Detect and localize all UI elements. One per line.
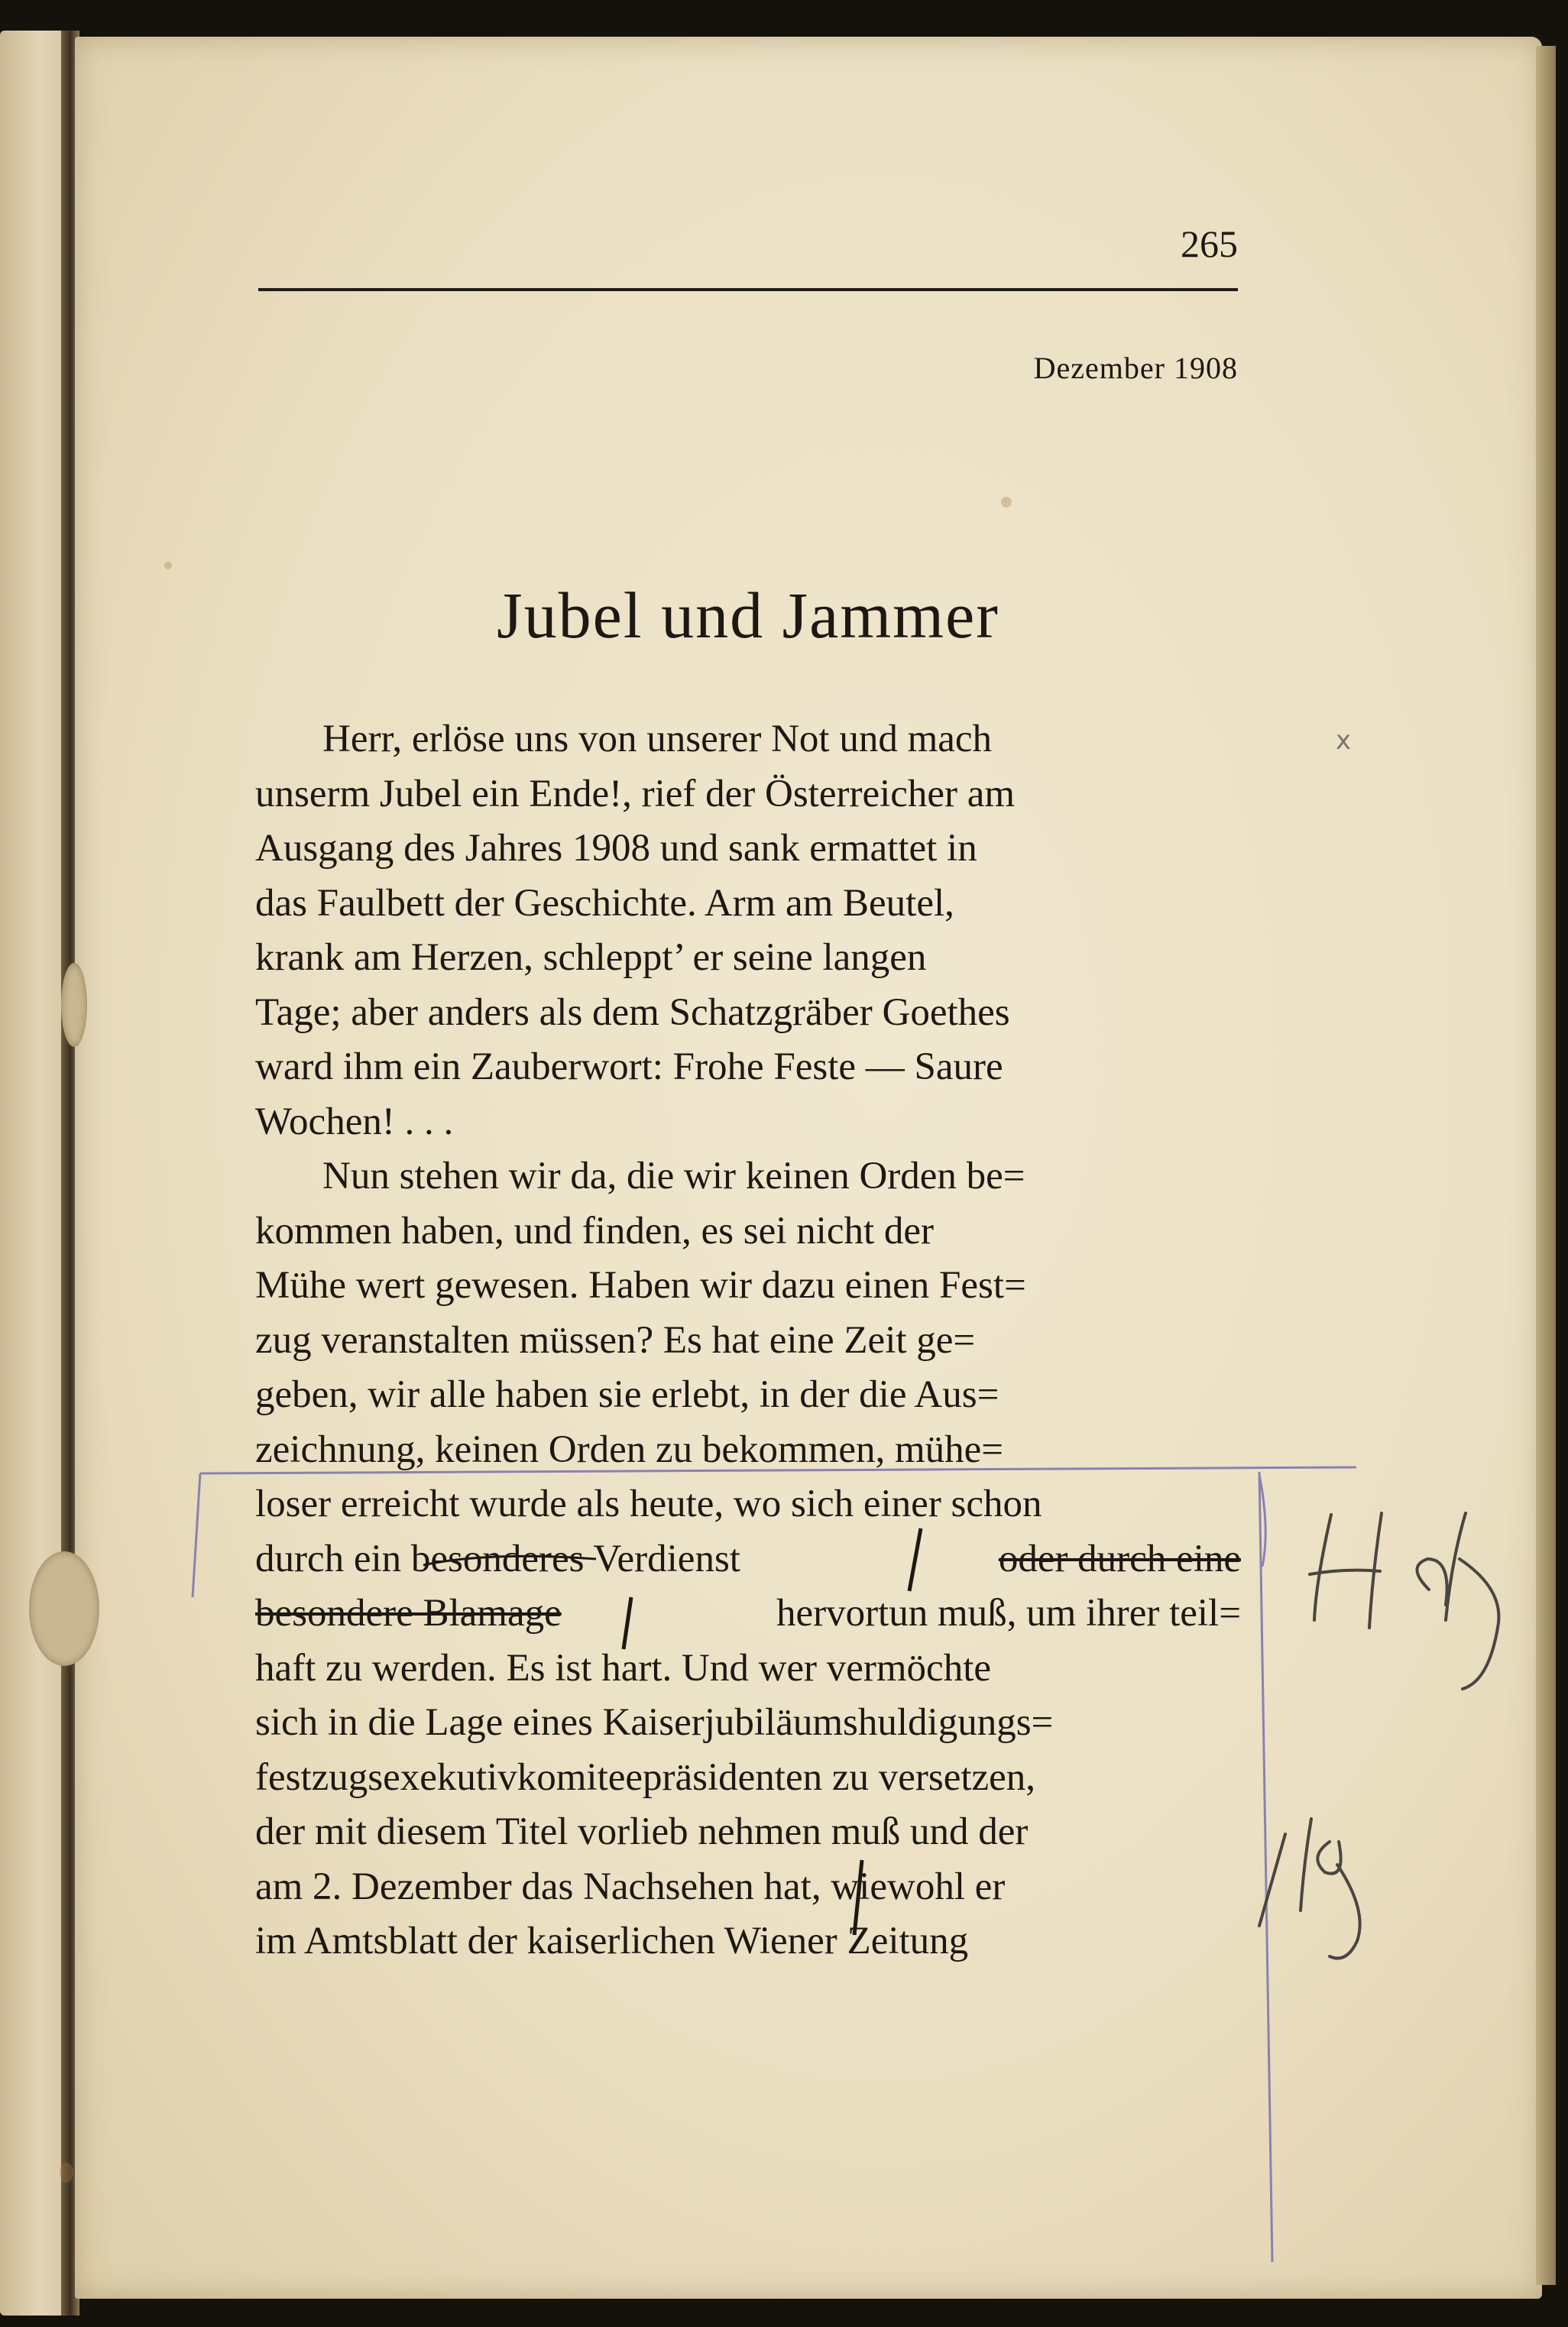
text-fragment: durch ein besonderes Verdienst xyxy=(255,1537,740,1580)
text-line: sich in die Lage eines Kaiserjubiläumshuldigungs= xyxy=(255,1701,1054,1744)
text-line: das Faulbett der Geschichte. Arm am Beutel, xyxy=(255,881,954,925)
text-line: ward ihm ein Zauberwort: Frohe Feste — Saure xyxy=(255,1045,1003,1088)
text-line: loser erreicht wurde als heute, wo sich einer schon xyxy=(255,1483,1042,1525)
struck-text: oder durch eine xyxy=(998,1537,1241,1580)
text-line: zug veranstalten müssen? Es hat eine Zeit ge= xyxy=(255,1318,976,1362)
text-line: geben, wir alle haben sie erlebt, in der die Aus= xyxy=(255,1373,999,1416)
text-line: festzugsexekutivkomiteepräsidenten zu versetzen, xyxy=(255,1755,1036,1799)
margin-cross-mark: x xyxy=(1336,725,1352,756)
header-rule xyxy=(258,288,1238,291)
text-line: zeichnung, keinen Orden zu bekommen, mühe= xyxy=(255,1428,1004,1471)
body-text xyxy=(255,712,1241,1969)
paper-tear xyxy=(61,963,87,1047)
text-line-with-strike xyxy=(255,1532,1241,1587)
text-line: im Amtsblatt der kaiserlichen Wiener Zeitung xyxy=(255,1920,969,1962)
text-line: der mit diesem Titel vorlieb nehmen muß und der xyxy=(255,1810,1029,1853)
text-line: Ausgang des Jahres 1908 und sank ermattet in xyxy=(255,827,977,870)
date-line: Dezember 1908 xyxy=(1033,351,1238,385)
text-line: Herr, erlöse uns von unserer Not und mach xyxy=(322,718,993,760)
foxing-spot xyxy=(60,2163,73,2183)
text-line: kommen haben, und finden, es sei nicht der xyxy=(255,1209,935,1253)
text-fragment: hervortun muß, um ihrer teil= xyxy=(776,1592,1241,1635)
chapter-title: Jubel und Jammer xyxy=(497,579,999,652)
text-line: Wochen! . . . xyxy=(255,1100,454,1143)
foxing-spot xyxy=(1001,497,1012,507)
left-page-edge xyxy=(0,31,70,2316)
struck-text: besondere Blamage xyxy=(255,1592,562,1635)
text-line: Tage; aber anders als dem Schatzgräber Goethes xyxy=(255,990,1010,1034)
text-line: haft zu werden. Es ist hart. Und wer vermöchte xyxy=(255,1646,991,1690)
page-number: 265 xyxy=(1181,222,1238,265)
foxing-spot xyxy=(164,562,172,569)
text-line: unserm Jubel ein Ende!, rief der Österreicher am xyxy=(255,772,1016,815)
text-line-with-strike xyxy=(255,1586,1241,1642)
paper-tear xyxy=(29,1551,99,1666)
text-line: Nun stehen wir da, die wir keinen Orden be= xyxy=(322,1155,1025,1198)
text-line: am 2. Dezember das Nachsehen hat, wiewohl er xyxy=(255,1865,1006,1908)
page-right-edge xyxy=(1536,46,1556,2285)
text-line: krank am Herzen, schleppt’ er seine langen xyxy=(255,936,927,979)
text-line: Mühe wert gewesen. Haben wir dazu einen Fest= xyxy=(255,1264,1026,1307)
